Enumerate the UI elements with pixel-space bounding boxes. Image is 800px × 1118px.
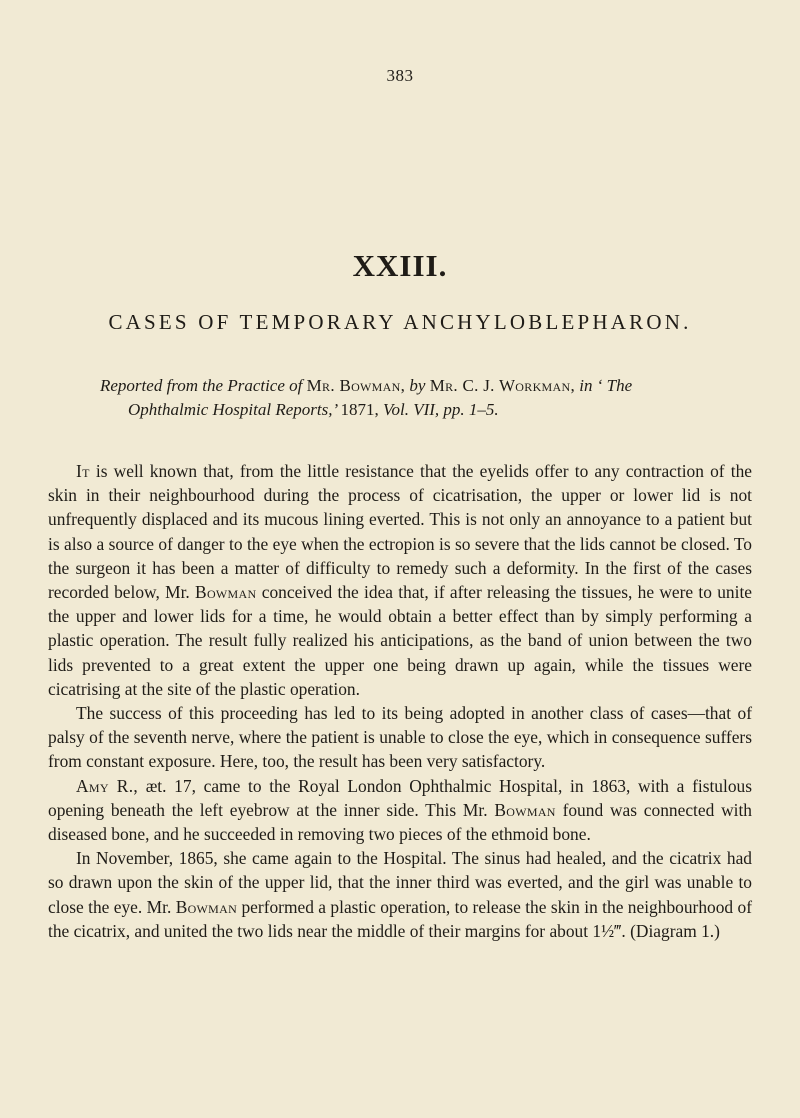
surgeon-name: Bowman: [195, 582, 257, 603]
patient-name: Amy R.,: [76, 775, 138, 796]
paragraph-text: In November, 1865, she came again to the Hospital. The sinus had healed, and the cicatrix had so drawn upon the skin of the upper lid, that the inner third was everted, and the girl was unable to close the eye. Mr.: [48, 848, 752, 917]
paragraph-text: The success of this proceeding has led to its being adopted in another class of cases—that of palsy of the seventh nerve, where the patient is unable to close the eye, which in consequence suffers from constant exposure. Here, too, the result has been very satisfactory.: [48, 703, 752, 772]
paragraph-lead: It: [76, 461, 90, 481]
byline-reported-from: Reported from the Practice of: [100, 376, 303, 395]
page-number: 383: [386, 66, 414, 85]
paragraph-text: æt. 17, came to the Royal London Ophthalmic Hospital, in 1863, with a fistulous opening beneath the left eyebrow at the inner side. This Mr.: [48, 775, 752, 820]
byline-journal-open: ‘ The: [596, 376, 633, 395]
paragraph-intro: [48, 459, 752, 701]
paragraph-case-amy: [48, 774, 752, 847]
paragraph-text: performed a plastic operation, to release the skin in the neighbourhood of the cicatrix, and united the two lids near the middle of their margins for about 1½‴. (Diagram 1.): [48, 896, 752, 941]
paragraph-november: [48, 846, 752, 943]
surgeon-name: Bowman: [175, 896, 238, 917]
byline-author: Mr. C. J. Workman,: [429, 376, 575, 395]
paragraph-text: is well known that, from the little resistance that the eyelids offer to any contraction of the skin in their neighbourhood during the process of cicatrisation, the upper or lower lid is not unfrequently displaced and its mucous lining everted. This is not only an annoyance to a patient but is also a source of danger to the eye when the ectropion is so severe that the lids cannot be closed. To the surgeon it has been a matter of difficulty to remedy such a deformity. In the first of the cases recorded below, Mr.: [48, 461, 752, 603]
byline-volume: Vol. VII, pp. 1–5.: [383, 400, 499, 419]
chapter-numeral: XXIII.: [352, 248, 448, 283]
chapter-title: CASES OF TEMPORARY ANCHYLOBLEPHARON.: [108, 310, 692, 334]
byline-year: 1871,: [340, 400, 379, 419]
byline: [100, 374, 740, 422]
byline-surgeon: Mr. Bowman,: [306, 376, 406, 395]
paragraph-text: conceived the idea that, if after releasing the tissues, he were to unite the upper and lower lids for a time, he would obtain a better effect than by simply performing a plastic operation. The result fully realized his anticipations, as the band of union between the two lids prevented to a great extent the upper one being drawn up again, while the tissues were cicatrising at the site of the plastic operation.: [48, 582, 752, 699]
body-text: [48, 459, 752, 943]
byline-journal-rest: Ophthalmic Hospital Reports,’: [128, 400, 337, 419]
paragraph-success: [48, 701, 752, 774]
surgeon-name: Bowman: [494, 799, 556, 820]
byline-in: in: [579, 376, 593, 395]
byline-by: by: [409, 376, 426, 395]
paragraph-text: found was connected with diseased bone, and he succeeded in removing two pieces of the ethmoid bone.: [48, 799, 752, 845]
